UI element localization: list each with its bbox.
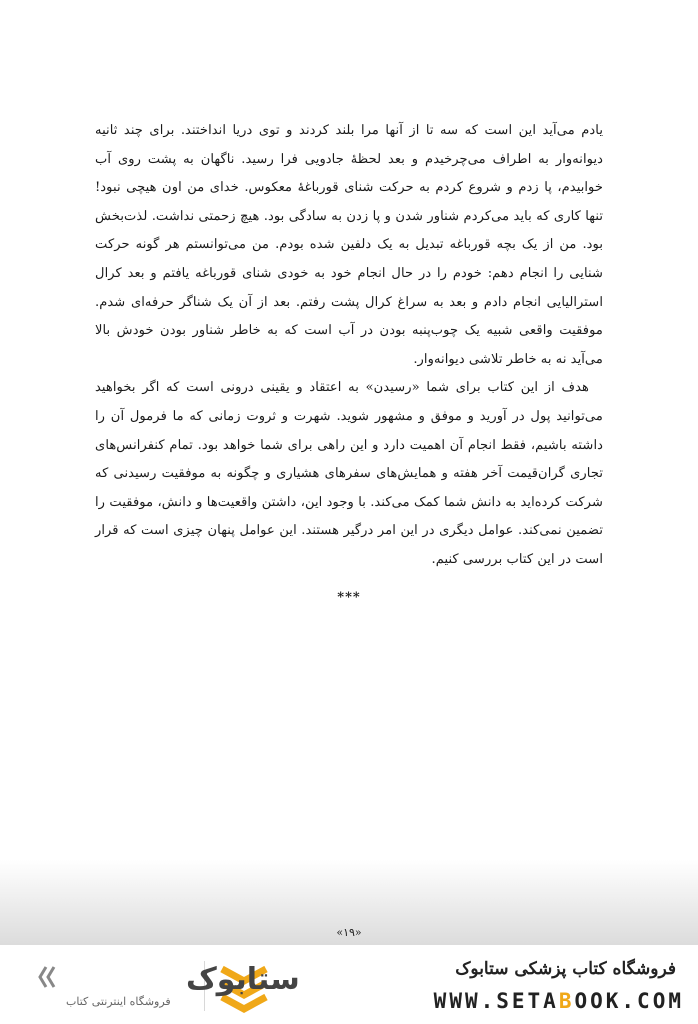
footer-banner — [0, 945, 698, 1024]
url-part-2: OOK.COM — [574, 989, 684, 1013]
paragraph-1: یادم می‌آید این است که سه تا از آنها مرا بلند کردند و توی دریا انداختند. برای چند ثانیه دیوانه‌وار به اطراف می‌چرخیدم و بعد لحظهٔ جادویی فرا رسید. ناگهان به پشت روی آب خوابیدم، پا زدم و شروع کردم به حرکت شنای قورباغهٔ معکوس. خدای من اون هیچی نبود! تنها کاری که باید می‌کردم شناور شدن و پا زدن به سادگی بود. هیچ زحمتی نداشت. لذت‌بخش بود. من از یک بچه قورباغه تبدیل به یک دلفین شده بودم. من می‌توانستم هر گونه حرکت شنایی را انجام دهم: خودم را در حال انجام خود به خودی شنای قورباغه یافتم و بعد کرال استرالیایی انجام دادم و بعد به سراغ کرال پشت رفتم. بعد از آن یک شناگر حرفه‌ای شدم. موفقیت واقعی شبیه یک چوب‌پنبه بودن در آب است که به خاطر شناور بودن خودش بالا می‌آید نه به خاطر تلاشی دیوانه‌وار. — [95, 123, 603, 367]
store-url[interactable] — [434, 989, 684, 1013]
paragraph-2: هدف از این کتاب برای شما «رسیدن» به اعتقاد و یقینی درونی است که اگر بخواهید می‌توانید پول در آورید و موفق و مشهور شوید. شهرت و ثروت زمانی که ما فرمول آن را داشته باشیم، فقط انجام آن اهمیت دارد و این راهی برای شما خواهد بود. تمام کنفرانس‌های تجاری گران‌قیمت آخر هفته و همایش‌های سفرهای هشیاری و چگونه به موفقیت رسیدنی که شرکت کرده‌اید به دانش شما کمک می‌کند. با وجود این، داشتن واقعیت‌ها و دانش، موفقیت را تضمین نمی‌کند. عوامل دیگری در این امر درگیر هستند. این عوامل پنهان چیزی است که قرار است در این کتاب بررسی کنیم. — [95, 380, 603, 567]
setabook-wordmark — [36, 959, 300, 997]
url-part-1: WWW.SETA — [433, 989, 559, 1013]
store-logo[interactable] — [28, 957, 300, 1017]
logo-word-text: ستابوک — [186, 962, 300, 997]
store-name: فروشگاه کتاب پزشکی ستابوک — [455, 959, 676, 979]
section-separator: *** — [337, 590, 361, 605]
logo-tagline: فروشگاه اینترنتی کتاب — [66, 995, 171, 1008]
page-number: «۱۹» — [336, 926, 362, 939]
body-text — [95, 117, 603, 575]
url-highlight-letter: B — [558, 989, 575, 1013]
